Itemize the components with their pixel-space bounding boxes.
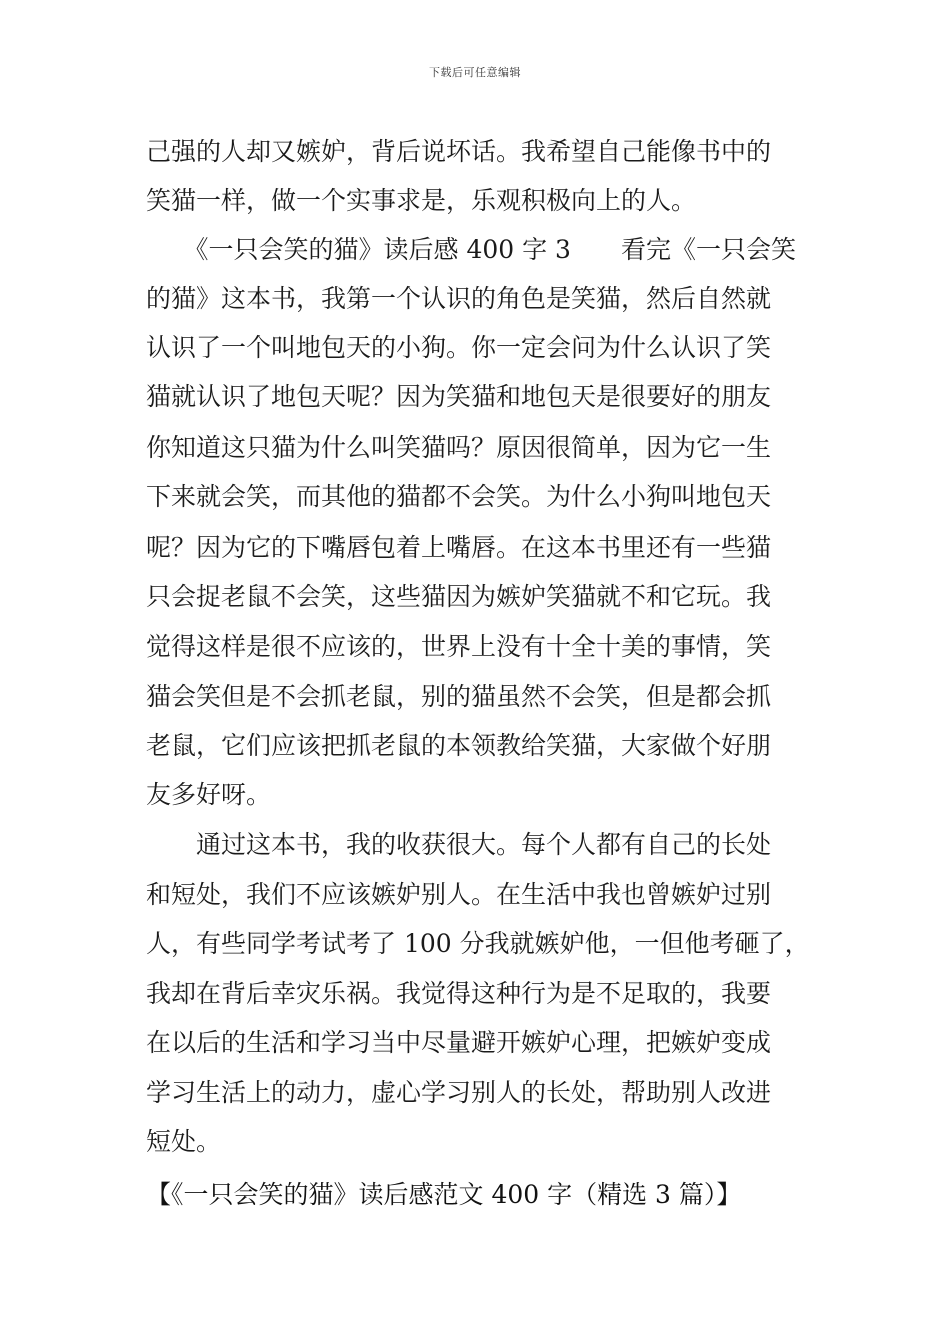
page-header: 下载后可任意编辑 bbox=[429, 66, 521, 79]
text-line: 友多好呀。 bbox=[146, 780, 272, 809]
text-line: 学习生活上的动力，虚心学习别人的长处，帮助别人改进 bbox=[146, 1078, 772, 1107]
text-line: 《一只会笑的猫》读后感 400 字 3 看完《一只会笑 bbox=[146, 235, 796, 264]
text-line: 的猫》这本书，我第一个认识的角色是笑猫，然后自然就 bbox=[146, 284, 772, 313]
text-line: 通过这本书，我的收获很大。每个人都有自己的长处 bbox=[146, 830, 772, 859]
text-line: 短处。 bbox=[146, 1127, 222, 1156]
text-line: 我却在背后幸灾乐祸。我觉得这种行为是不足取的，我要 bbox=[146, 979, 772, 1008]
text-line: 猫就认识了地包天呢？因为笑猫和地包天是很要好的朋友 bbox=[146, 382, 772, 411]
text-line: 下来就会笑，而其他的猫都不会笑。为什么小狗叫地包天 bbox=[146, 482, 772, 511]
text-line: 你知道这只猫为什么叫笑猫吗？原因很简单，因为它一生 bbox=[146, 433, 772, 462]
text-line: 呢？因为它的下嘴唇包着上嘴唇。在这本书里还有一些猫 bbox=[146, 533, 772, 562]
article-title: 【《一只会笑的猫》读后感范文 400 字（精选 3 篇）】 bbox=[146, 1180, 742, 1209]
text-line: 觉得这样是很不应该的，世界上没有十全十美的事情，笑 bbox=[146, 632, 772, 661]
text-line: 和短处，我们不应该嫉妒别人。在生活中我也曾嫉妒过别 bbox=[146, 880, 772, 909]
text-line: 老鼠，它们应该把抓老鼠的本领教给笑猫，大家做个好朋 bbox=[146, 731, 772, 760]
text-line: 认识了一个叫地包天的小狗。你一定会问为什么认识了笑 bbox=[146, 333, 772, 362]
text-line: 在以后的生活和学习当中尽量避开嫉妒心理，把嫉妒变成 bbox=[146, 1028, 772, 1057]
text-line: 己强的人却又嫉妒，背后说坏话。我希望自己能像书中的 bbox=[146, 137, 772, 166]
text-line: 猫会笑但是不会抓老鼠，别的猫虽然不会笑，但是都会抓 bbox=[146, 682, 772, 711]
text-line: 只会捉老鼠不会笑，这些猫因为嫉妒笑猫就不和它玩。我 bbox=[146, 582, 772, 611]
text-line: 笑猫一样，做一个实事求是，乐观积极向上的人。 bbox=[146, 186, 697, 215]
text-line: 人，有些同学考试考了 100 分我就嫉妒他，一但他考砸了， bbox=[146, 929, 810, 958]
